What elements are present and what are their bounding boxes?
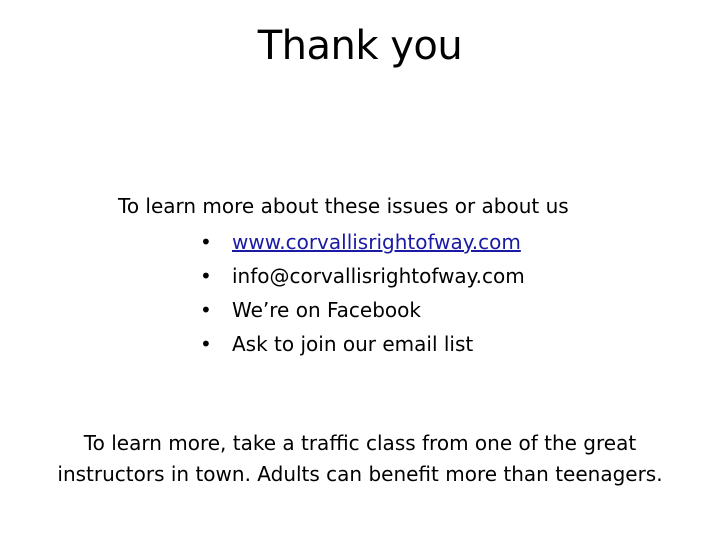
bullet-dot-icon: • bbox=[200, 332, 212, 356]
bullet-item-website bbox=[200, 225, 525, 259]
closing-line-1: To learn more, take a traffic class from one of the great bbox=[83, 431, 637, 455]
contact-bullet-list bbox=[200, 225, 525, 361]
bullet-dot-icon: • bbox=[200, 298, 212, 322]
bullet-item-email bbox=[200, 259, 525, 293]
intro-text: To learn more about these issues or about us bbox=[118, 194, 569, 218]
bullet-item-email-list bbox=[200, 327, 525, 361]
bullet-dot-icon: • bbox=[200, 230, 212, 254]
slide-title: Thank you bbox=[257, 23, 463, 69]
email-text: info@corvallisrightofway.com bbox=[232, 264, 525, 288]
bullet-item-facebook bbox=[200, 293, 525, 327]
bullet-dot-icon: • bbox=[200, 264, 212, 288]
closing-line-2: instructors in town. Adults can benefit more than teenagers. bbox=[57, 462, 663, 486]
website-link[interactable]: www.corvallisrightofway.com bbox=[232, 230, 521, 254]
closing-paragraph bbox=[0, 428, 720, 490]
facebook-text: We’re on Facebook bbox=[232, 298, 421, 322]
email-list-text: Ask to join our email list bbox=[232, 332, 474, 356]
